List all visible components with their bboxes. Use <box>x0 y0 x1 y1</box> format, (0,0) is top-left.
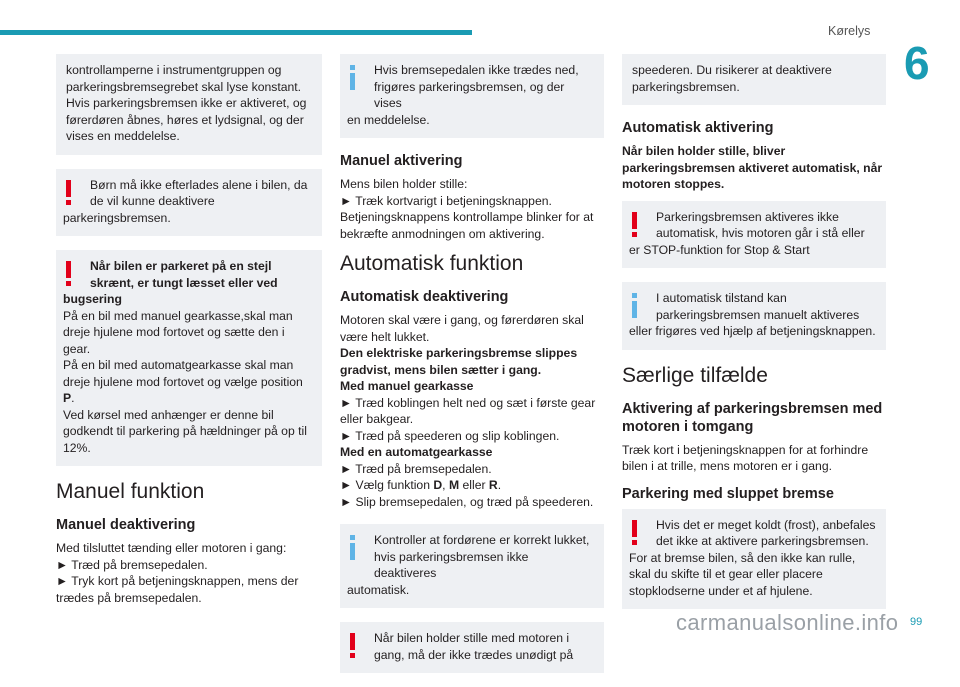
step-text-part: ► Vælg funktion <box>340 478 434 492</box>
step-text: ► Træd på speederen og slip koblingen. <box>340 428 560 443</box>
step-text: ► Træk kortvarigt i betjeningsknappen. <box>340 193 552 208</box>
warning-heading: Når bilen er parkeret på en stejl skrænt, er tungt læsset eller ved <box>90 259 278 290</box>
subsection-title: Automatisk aktivering <box>622 120 774 136</box>
step-text-part: . <box>497 478 502 492</box>
info-text-rest: en meddelelse. <box>347 112 430 127</box>
body-text-bold <box>622 143 886 193</box>
bold-text: Med manuel gearkasse <box>340 379 474 393</box>
step-text-part: eller <box>459 478 489 492</box>
step-text: ► Træd på bremsepedalen. <box>340 461 492 476</box>
watermark: carmanualsonline.info <box>676 610 899 635</box>
chapter-number: 6 <box>904 37 930 89</box>
warning-text-first: Børn må ikke efterlades alene i bilen, da de vil kunne deaktivere <box>90 177 308 208</box>
header-accent-bar <box>0 30 472 35</box>
body-text: Med tilsluttet tænding eller motoren i gang: <box>56 541 287 555</box>
step-text: ► Træd koblingen helt ned og sæt i første gear eller bakgear. <box>340 395 596 426</box>
column-1 <box>56 54 322 606</box>
warning-icon <box>66 180 72 206</box>
info-text-rest: automatisk. <box>347 582 410 597</box>
warning-text-rest: parkeringsbremsen. <box>63 210 171 225</box>
column-2 <box>340 54 604 687</box>
gear-position-p: P <box>63 391 72 405</box>
warning-box <box>622 201 886 269</box>
body-text: Træk kort i betjeningsknappen for at forhindre bilen i at trille, mens motoren er i gang. <box>622 442 869 473</box>
body-text: Mens bilen holder stille: <box>340 177 468 191</box>
section-title: Særlige tilfælde <box>622 363 768 387</box>
body-text-bold <box>340 444 604 461</box>
bold-text: Med en automatgearkasse <box>340 445 493 459</box>
info-box <box>340 524 604 608</box>
step-text: ► Træd på bremsepedalen. <box>56 557 208 572</box>
warning-text: På en bil med automatgearkasse skal man dreje hjulene mod fortovet og vælge position <box>63 358 303 389</box>
info-text-rest: eller frigøres ved hjælp af betjeningsknappen. <box>629 324 876 338</box>
subsection-title: Parkering med sluppet bremse <box>622 485 834 502</box>
warning-text: . <box>71 391 75 405</box>
subsection-title: Aktivering af parkeringsbremsen med motoren i tomgang <box>622 400 883 435</box>
warning-paragraph: På en bil med manuel gearkasse,skal man dreje hjulene mod fortovet og sætte den i gear. <box>63 308 293 356</box>
warning-box <box>340 622 604 673</box>
info-text-first: Hvis bremsepedalen ikke trædes ned, frigøres parkeringsbremsen, og der vises <box>374 63 579 110</box>
column-3 <box>622 54 886 623</box>
gear-r: R <box>488 478 498 492</box>
step-text-part: , <box>442 478 449 492</box>
bold-text: Den elektriske parkeringsbremse slippes gradvist, mens bilen sætter i gang. <box>340 346 578 377</box>
subsection-title: Automatisk deaktivering <box>340 289 509 305</box>
warning-text: speederen. Du risikerer at deaktivere parkeringsbremsen. <box>632 63 832 94</box>
warning-icon <box>66 261 72 287</box>
info-icon <box>350 535 356 561</box>
warning-heading-rest: bugsering <box>63 292 122 306</box>
info-icon <box>632 293 638 319</box>
warning-icon <box>632 212 638 238</box>
subsection-title: Manuel aktivering <box>340 153 463 169</box>
info-box <box>340 54 604 138</box>
info-text-first: Kontroller at fordørene er korrekt lukket, hvis parkeringsbremsen ikke deaktiveres <box>374 533 590 580</box>
chapter-title: Kørelys <box>828 24 871 38</box>
body-text: Motoren skal være i gang, og førerdøren skal være helt lukket. <box>340 313 584 344</box>
page-number: 99 <box>910 616 923 628</box>
info-text-first: I automatisk tilstand kan parkeringsbremsen manuelt aktiveres <box>656 291 860 322</box>
warning-paragraph: Ved kørsel med anhænger er denne bil godkendt til parkering på hældninger på op til 12%. <box>63 407 307 455</box>
body-text-bold <box>340 378 604 395</box>
body-text: Betjeningsknappens kontrollampe blinker for at bekræfte anmodningen om aktivering. <box>340 210 594 241</box>
warning-box <box>56 250 322 466</box>
note-box-continued <box>56 54 322 155</box>
warning-text-rest: For at bremse bilen, så den ikke kan rulle, skal du skifte til et gear eller placere stopklodserne under et af hjulene. <box>629 550 856 598</box>
subsection-title: Manuel deaktivering <box>56 517 196 533</box>
warning-text-rest: er STOP-funktion for Stop & Start <box>629 242 810 257</box>
warning-text-first: Parkeringsbremsen aktiveres ikke automatisk, hvis motoren går i stå eller <box>656 209 865 240</box>
body-text-bold <box>340 345 604 378</box>
note-text: kontrollamperne i instrumentgruppen og parkeringsbremsegrebet skal lyse konstant. Hvis parkeringsbremsen ikke er aktiveret, og førerdøren åbnes, høres et lydsignal, og der vises en meddelelse. <box>66 63 307 143</box>
section-title: Manuel funktion <box>56 480 205 503</box>
warning-paragraph <box>63 357 312 407</box>
step-text <box>340 477 604 494</box>
gear-d: D <box>433 478 443 492</box>
gear-m: M <box>448 478 460 492</box>
warning-box <box>56 169 322 237</box>
warning-text-first: Når bilen holder stille med motoren i gang, må der ikke trædes unødigt på <box>374 631 574 662</box>
warning-text-first: Hvis det er meget koldt (frost), anbefales det ikke at aktivere parkeringsbremsen. <box>656 517 876 548</box>
bold-text: Når bilen holder stille, bliver parkeringsbremsen aktiveret automatisk, når motoren stoppes. <box>622 144 883 191</box>
warning-icon <box>350 633 356 659</box>
step-text: ► Slip bremsepedalen, og træd på speederen. <box>340 494 594 509</box>
info-icon <box>350 65 356 91</box>
warning-icon <box>632 520 638 546</box>
step-text: ► Tryk kort på betjeningsknappen, mens der trædes på bremsepedalen. <box>56 574 299 605</box>
section-title: Automatisk funktion <box>340 252 524 275</box>
warning-box <box>622 509 886 610</box>
warning-box-continued <box>622 54 886 105</box>
info-box <box>622 282 886 350</box>
